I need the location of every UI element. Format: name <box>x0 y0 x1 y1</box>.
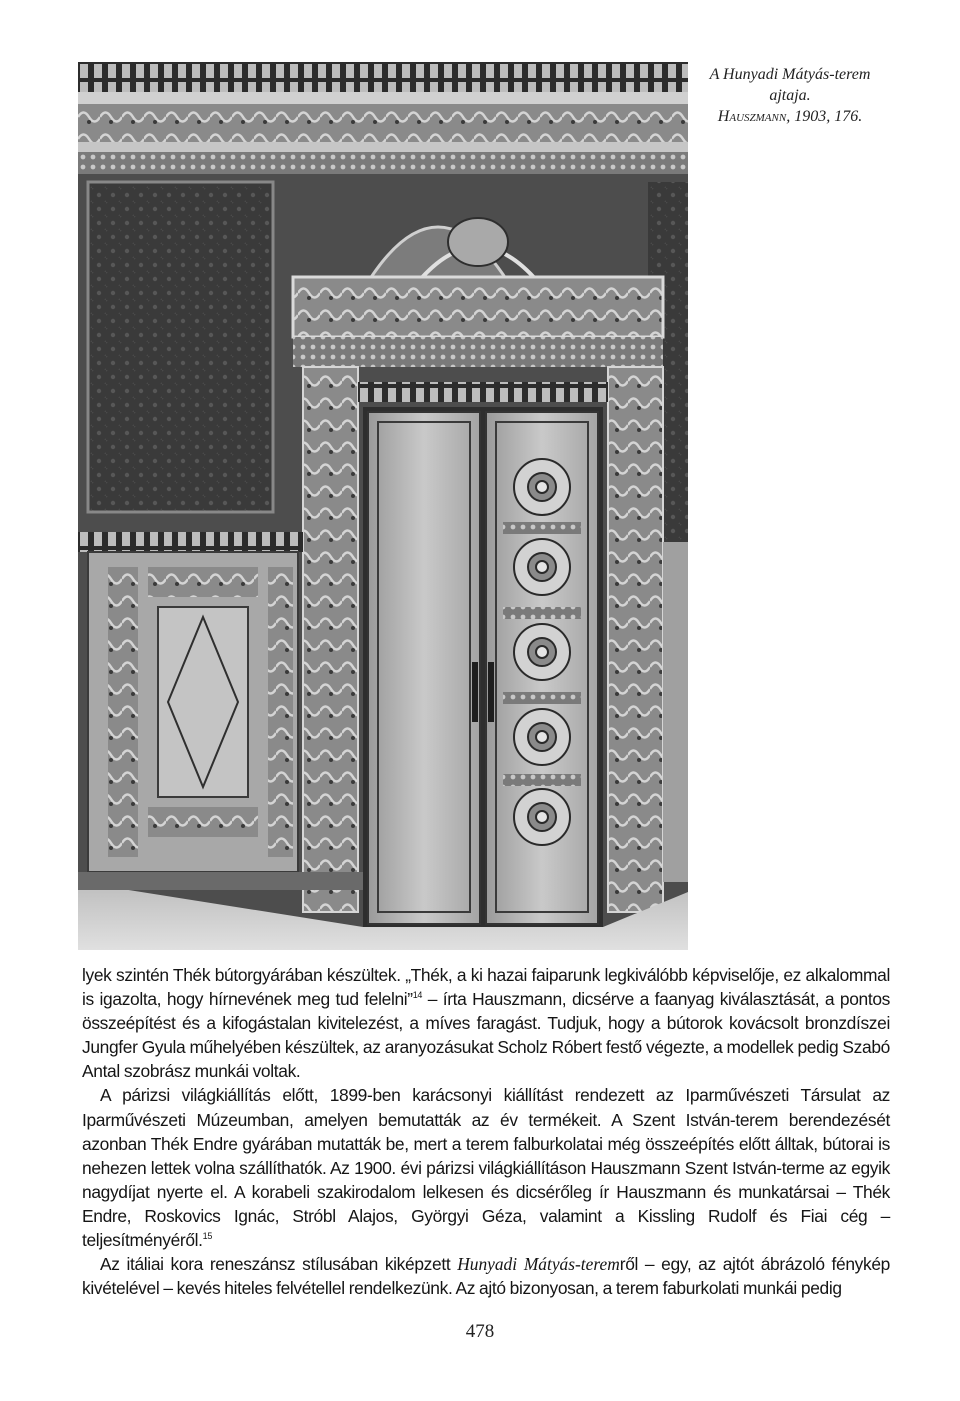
paragraph <box>82 1083 890 1252</box>
emphasis-text: Hunyadi Mátyás-terem <box>457 1254 620 1275</box>
body-text <box>82 963 890 1300</box>
page-number: 478 <box>465 1321 495 1342</box>
caption-subtitle: ajtaja. <box>769 87 811 104</box>
figure-caption <box>700 64 880 127</box>
door-photograph <box>78 62 688 950</box>
text-run: A párizsi világkiállítás előtt, 1899-ben karácsonyi kiállítást rendezett az Iparművészeti Társulat az Iparművészeti Múzeumban, amelyen bemutatták az év termékeit. A Szent István-terem berendezését azonban Thék Endre gyárában mutatták be, mert a terem falburkolatai még összeépítés előtt álltak, bútorai is nehezen lettek volna szállíthatók. Az 1900. évi párizsi világkiállításon Hauszmann Szent István-terme az egyik nagydíjat nyerte el. A korabeli szakirodalom lelkesen és dicsérőleg ír Hauszmann és munkatársai – Thék Endre, Roskovics Ignác, Stróbl Alajos, Györgyi Géza, valamint a Kissling Rudolf és Fiai cég – teljesítményéről. <box>82 1085 890 1251</box>
footnote-ref: 15 <box>202 1231 212 1242</box>
caption-reference: , 1903, 176. <box>786 108 863 125</box>
paragraph <box>82 963 890 1083</box>
text-run: ről – egy, az ajtót ábrázoló fénykép kivételével – kevés hiteles felvétellel rendelkezünk. Az ajtó bizonyosan, a terem faburkolati munkái pedig <box>82 1254 890 1299</box>
caption-title: A Hunyadi Mátyás-terem <box>709 66 871 83</box>
paragraph <box>82 1252 890 1300</box>
caption-author: Hauszmann <box>717 108 787 125</box>
text-run: lyek szintén Thék bútorgyárában készültek. „Thék, a ki hazai faiparunk legkiválóbb képviselője, ez alkalommal is igazolta, hogy hírnevének meg tud felelni” <box>82 965 890 1010</box>
text-run: Az itáliai kora reneszánsz stílusában kiképzett <box>100 1254 458 1275</box>
footnote-ref: 14 <box>412 990 423 1001</box>
caption-source <box>700 106 880 127</box>
text-run: – írta Hauszmann, dicsérve a faanyag kiválasztását, a pontos összeépítést és a kifogástalan kivitelezést, a míves faragást. Tudjuk, hogy a bútorok kovácsolt bronzdíszei Jungfer Gyula műhelyében készültek, az aranyozásukat Scholz Róbert festő végezte, a modellek pedig Szabó Antal szobrász munkái voltak. <box>82 989 890 1082</box>
